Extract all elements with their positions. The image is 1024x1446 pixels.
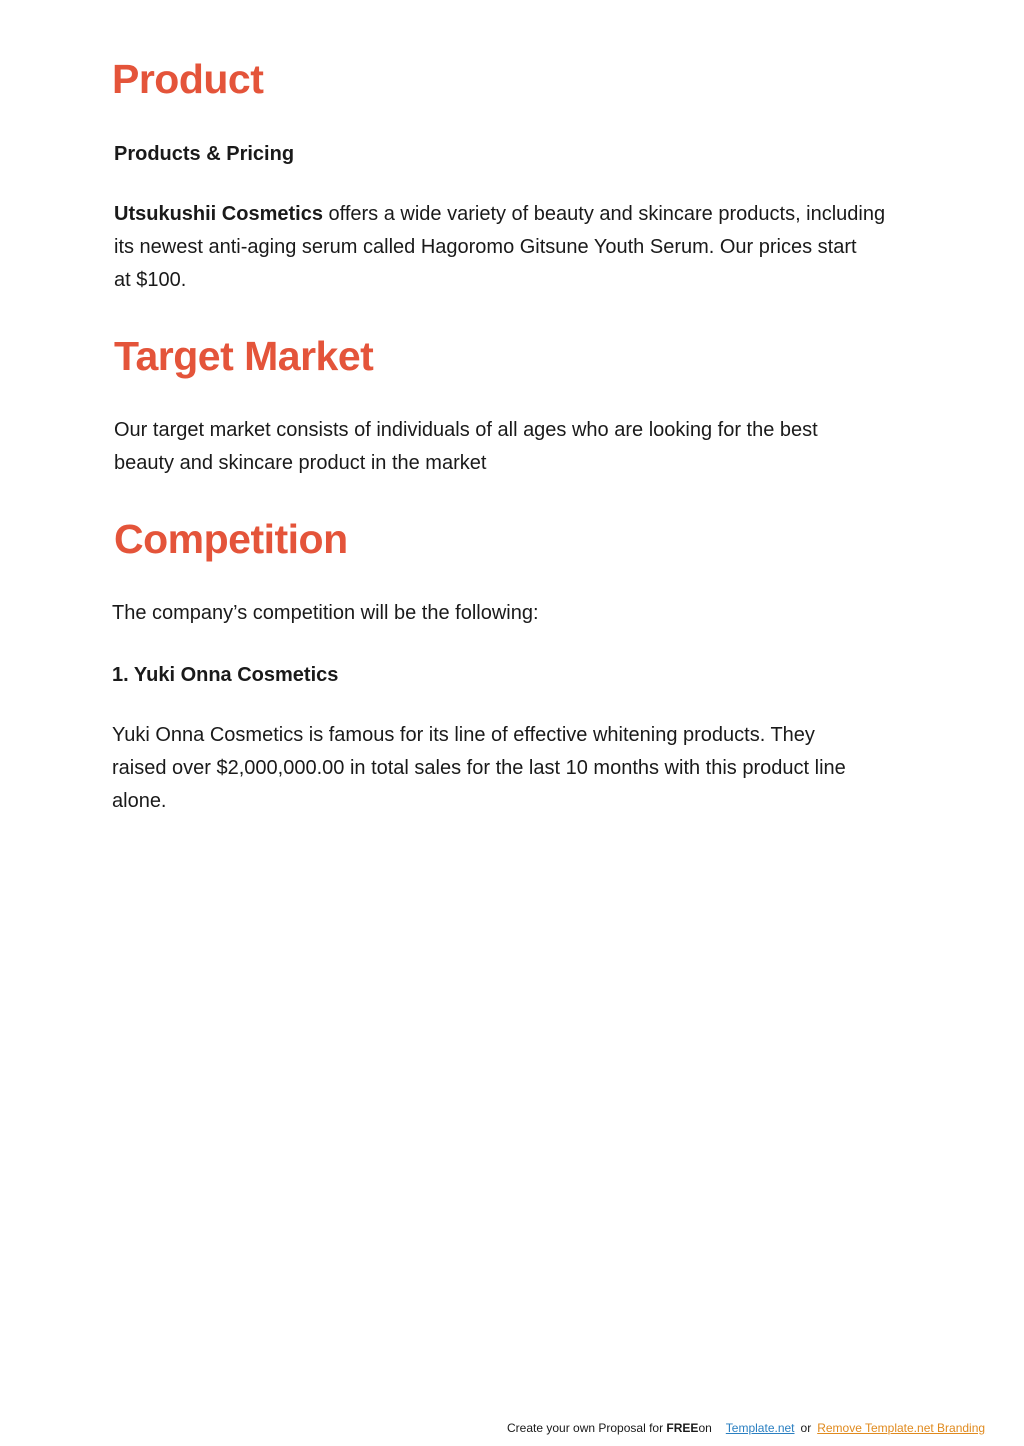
competitor-line1: Yuki Onna Cosmetics is famous for its line of effective whitening products. They: [112, 724, 815, 746]
footer-branding: [507, 1419, 985, 1437]
competition-heading: Competition: [114, 516, 348, 562]
target-market-line1: Our target market consists of individuals of all ages who are looking for the best: [114, 419, 818, 441]
competitor-line3: alone.: [112, 790, 167, 812]
target-market-line2: beauty and skincare product in the market: [114, 452, 487, 474]
competitor-title: 1. Yuki Onna Cosmetics: [112, 664, 339, 686]
competitor-line2: raised over $2,000,000.00 in total sales for the last 10 months with this product line: [112, 757, 846, 779]
product-paragraph-line3: at $100.: [114, 269, 187, 291]
footer-or: or: [800, 1421, 812, 1435]
footer-free: FREE: [666, 1421, 699, 1435]
footer-prefix: Create your own Proposal for: [507, 1421, 667, 1435]
product-paragraph-line2: its newest anti-aging serum called Hagoromo Gitsune Youth Serum. Our prices start: [114, 236, 857, 258]
competition-intro: The company’s competition will be the following:: [112, 602, 539, 624]
product-paragraph: [114, 198, 914, 297]
footer-on: on: [698, 1421, 712, 1435]
target-market-heading: Target Market: [114, 333, 374, 379]
remove-branding-link[interactable]: Remove Template.net Branding: [817, 1421, 986, 1435]
product-heading: Product: [112, 56, 264, 102]
target-market-paragraph: [114, 414, 914, 480]
products-pricing-subheading: Products & Pricing: [114, 143, 295, 165]
template-net-link[interactable]: Template.net: [725, 1421, 795, 1435]
competitor-paragraph: [112, 719, 912, 818]
company-name: Utsukushii Cosmetics: [114, 203, 323, 225]
product-paragraph-line1: offers a wide variety of beauty and skincare products, including: [322, 203, 886, 225]
